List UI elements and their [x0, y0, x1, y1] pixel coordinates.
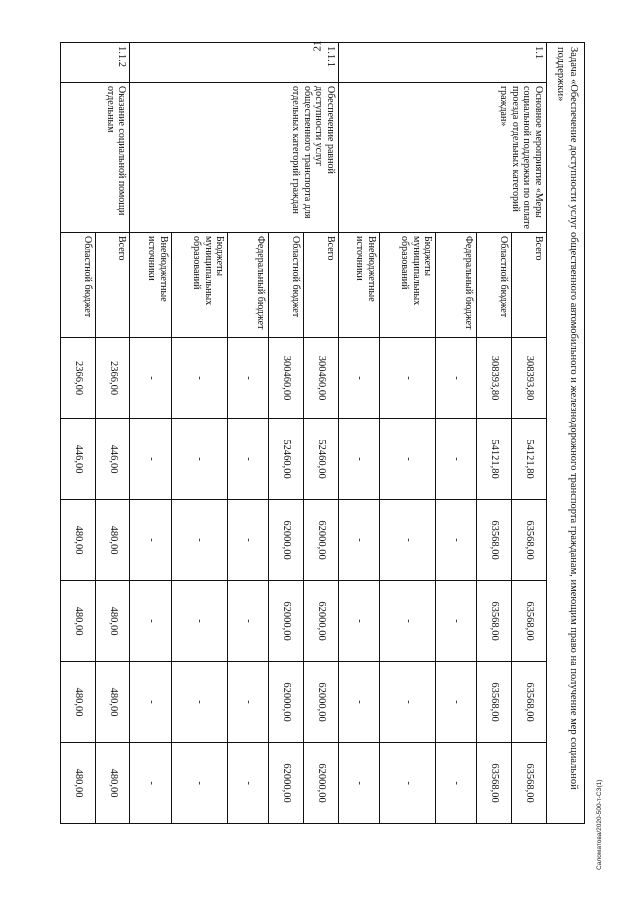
- amount-cell: 308393,80: [512, 338, 547, 419]
- amount-cell: 480,00: [95, 500, 130, 581]
- amount-cell: 62000,00: [269, 743, 304, 824]
- amount-cell: 62000,00: [269, 500, 304, 581]
- amount-cell: -: [228, 662, 269, 743]
- page-number: 21: [311, 40, 324, 52]
- amount-cell: -: [171, 743, 227, 824]
- amount-cell: -: [228, 581, 269, 662]
- amount-cell: 62000,00: [303, 743, 338, 824]
- amount-cell: 308393,80: [477, 338, 512, 419]
- amount-cell: 63568,00: [512, 500, 547, 581]
- amount-cell: 62000,00: [303, 581, 338, 662]
- amount-cell: -: [436, 500, 477, 581]
- amount-cell: 63568,00: [512, 581, 547, 662]
- funding-source: Внебюджетные источники: [338, 233, 379, 338]
- amount-cell: 54121,80: [512, 419, 547, 500]
- amount-cell: -: [228, 500, 269, 581]
- amount-cell: -: [338, 581, 379, 662]
- amount-cell: -: [338, 419, 379, 500]
- amount-cell: 2366,00: [95, 338, 130, 419]
- amount-cell: -: [130, 581, 171, 662]
- amount-cell: 63568,00: [477, 500, 512, 581]
- funding-source: Бюджеты муниципальных образований: [171, 233, 227, 338]
- amount-cell: -: [171, 581, 227, 662]
- amount-cell: 54121,80: [477, 419, 512, 500]
- table-row: [95, 43, 130, 824]
- amount-cell: 300460,00: [269, 338, 304, 419]
- amount-cell: -: [130, 500, 171, 581]
- document-footer-code: Саломатова/2020-500-т-СЗ(1): [596, 779, 603, 870]
- measure-name: Обеспечение равной доступности услуг общественного транспорта для отдельных категорий граждан: [130, 83, 338, 233]
- amount-cell: 63568,00: [512, 743, 547, 824]
- amount-cell: 480,00: [95, 581, 130, 662]
- amount-cell: -: [171, 662, 227, 743]
- amount-cell: 446,00: [95, 419, 130, 500]
- amount-cell: -: [436, 419, 477, 500]
- table-row: [512, 43, 547, 824]
- amount-cell: -: [171, 419, 227, 500]
- funding-source: Областной бюджет: [269, 233, 304, 338]
- amount-cell: 62000,00: [303, 662, 338, 743]
- funding-source: Областной бюджет: [477, 233, 512, 338]
- amount-cell: 446,00: [61, 419, 96, 500]
- funding-source: Бюджеты муниципальных образований: [379, 233, 435, 338]
- amount-cell: -: [379, 338, 435, 419]
- amount-cell: -: [171, 500, 227, 581]
- amount-cell: 52460,00: [269, 419, 304, 500]
- task-title: Задача «Обеспечение доступности услуг общественного автомобильного и железнодорожного транспорта гражданам, имеющим право на получение мер социальной поддержки»: [546, 43, 584, 824]
- amount-cell: -: [379, 743, 435, 824]
- amount-cell: -: [130, 419, 171, 500]
- amount-cell: 62000,00: [269, 662, 304, 743]
- amount-cell: 480,00: [61, 662, 96, 743]
- measure-name: Основное мероприятие «Меры социальной поддержки по оплате проезда отдельных категорий граждан»: [338, 83, 546, 233]
- funding-source: Всего: [303, 233, 338, 338]
- funding-source: Федеральный бюджет: [228, 233, 269, 338]
- amount-cell: -: [379, 500, 435, 581]
- amount-cell: -: [228, 743, 269, 824]
- amount-cell: 480,00: [61, 500, 96, 581]
- funding-source: Внебюджетные источники: [130, 233, 171, 338]
- amount-cell: -: [130, 338, 171, 419]
- amount-cell: 480,00: [95, 662, 130, 743]
- amount-cell: 52460,00: [303, 419, 338, 500]
- funding-source: Всего: [95, 233, 130, 338]
- funding-source: Федеральный бюджет: [436, 233, 477, 338]
- measure-name: Оказание социальной помощи отдельным: [61, 83, 130, 233]
- amount-cell: -: [379, 581, 435, 662]
- amount-cell: 2366,00: [61, 338, 96, 419]
- amount-cell: 480,00: [61, 743, 96, 824]
- amount-cell: -: [228, 419, 269, 500]
- amount-cell: 63568,00: [477, 743, 512, 824]
- row-number: 1.1.2: [61, 43, 130, 83]
- amount-cell: 480,00: [95, 743, 130, 824]
- amount-cell: 63568,00: [512, 662, 547, 743]
- amount-cell: 63568,00: [477, 581, 512, 662]
- amount-cell: 63568,00: [477, 662, 512, 743]
- row-number: 1.1: [338, 43, 546, 83]
- amount-cell: -: [338, 743, 379, 824]
- amount-cell: -: [171, 338, 227, 419]
- amount-cell: -: [436, 581, 477, 662]
- amount-cell: -: [130, 743, 171, 824]
- budget-table: [60, 42, 585, 824]
- amount-cell: -: [338, 662, 379, 743]
- table-row: [303, 43, 338, 824]
- amount-cell: 480,00: [61, 581, 96, 662]
- amount-cell: -: [379, 419, 435, 500]
- funding-source: Всего: [512, 233, 547, 338]
- amount-cell: -: [436, 338, 477, 419]
- amount-cell: -: [379, 662, 435, 743]
- rotated-table-page: [60, 42, 585, 823]
- amount-cell: 300460,00: [303, 338, 338, 419]
- amount-cell: -: [436, 662, 477, 743]
- amount-cell: 62000,00: [303, 500, 338, 581]
- amount-cell: -: [130, 662, 171, 743]
- amount-cell: -: [436, 743, 477, 824]
- amount-cell: -: [338, 338, 379, 419]
- task-title-row: [546, 43, 584, 824]
- amount-cell: 62000,00: [269, 581, 304, 662]
- amount-cell: -: [338, 500, 379, 581]
- funding-source: Областной бюджет: [61, 233, 96, 338]
- row-number: 1.1.1: [130, 43, 338, 83]
- amount-cell: -: [228, 338, 269, 419]
